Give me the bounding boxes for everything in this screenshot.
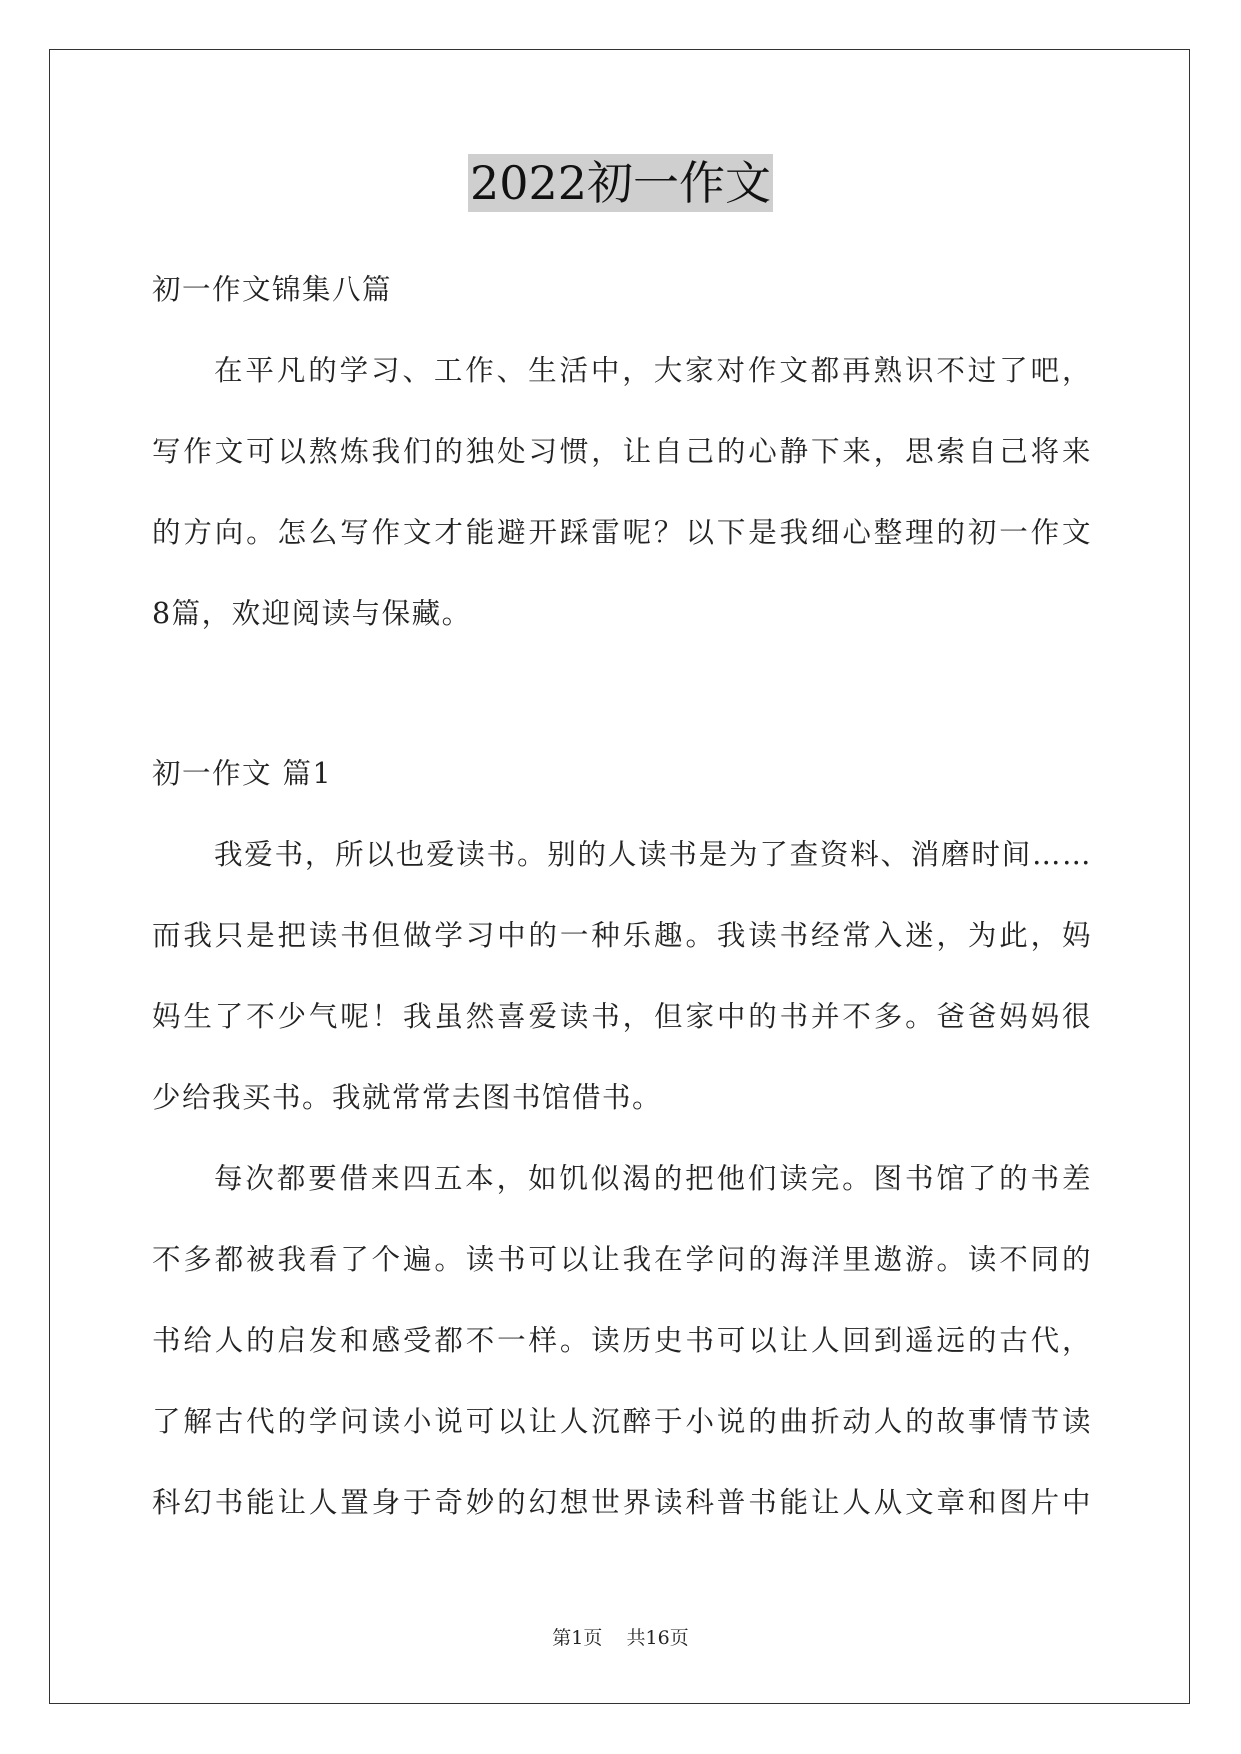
page-footer — [0, 1623, 1241, 1650]
paragraph-line: 了解古代的学问读小说可以让人沉醉于小说的曲折动人的故事情节读 — [152, 1405, 1092, 1438]
intro-paragraph — [152, 330, 1092, 654]
document-title: 2022初一作文 — [469, 156, 772, 210]
paragraph-line: 的方向。怎么写作文才能避开踩雷呢？以下是我细心整理的初一作文 — [152, 516, 1092, 549]
body-paragraph-2 — [152, 1138, 1092, 1543]
section-heading: 初一作文 篇1 — [152, 757, 333, 790]
paragraph-line: 而我只是把读书但做学习中的一种乐趣。我读书经常入迷，为此，妈 — [152, 919, 1092, 952]
paragraph-line: 每次都要借来四五本，如饥似渴的把他们读完。图书馆了的书差 — [214, 1162, 1092, 1195]
paragraph-line: 妈生了不少气呢！我虽然喜爱读书，但家中的书并不多。爸爸妈妈很 — [152, 1000, 1092, 1033]
paragraph-line: 写作文可以熬炼我们的独处习惯，让自己的心静下来，思索自己将来 — [152, 435, 1092, 468]
title-container — [0, 154, 1241, 212]
paragraph-line: 少给我买书。我就常常去图书馆借书。 — [152, 1081, 663, 1114]
paragraph-line: 在平凡的学习、工作、生活中，大家对作文都再熟识不过了吧， — [214, 354, 1092, 387]
paragraph-line: 书给人的启发和感受都不一样。读历史书可以让人回到遥远的古代， — [152, 1324, 1092, 1357]
page-number-label: 第1页 共16页 — [552, 1627, 689, 1649]
paragraph-line: 我爱书，所以也爱读书。别的人读书是为了查资料、消磨时间…… — [214, 838, 1092, 871]
paragraph-line: 科幻书能让人置身于奇妙的幻想世界读科普书能让人从文章和图片中 — [152, 1486, 1092, 1519]
body-paragraph-1 — [152, 814, 1092, 1138]
paragraph-line: 不多都被我看了个遍。读书可以让我在学问的海洋里遨游。读不同的 — [152, 1243, 1092, 1276]
paragraph-line: 8篇，欢迎阅读与保藏。 — [152, 597, 472, 630]
document-subtitle: 初一作文锦集八篇 — [152, 273, 393, 306]
